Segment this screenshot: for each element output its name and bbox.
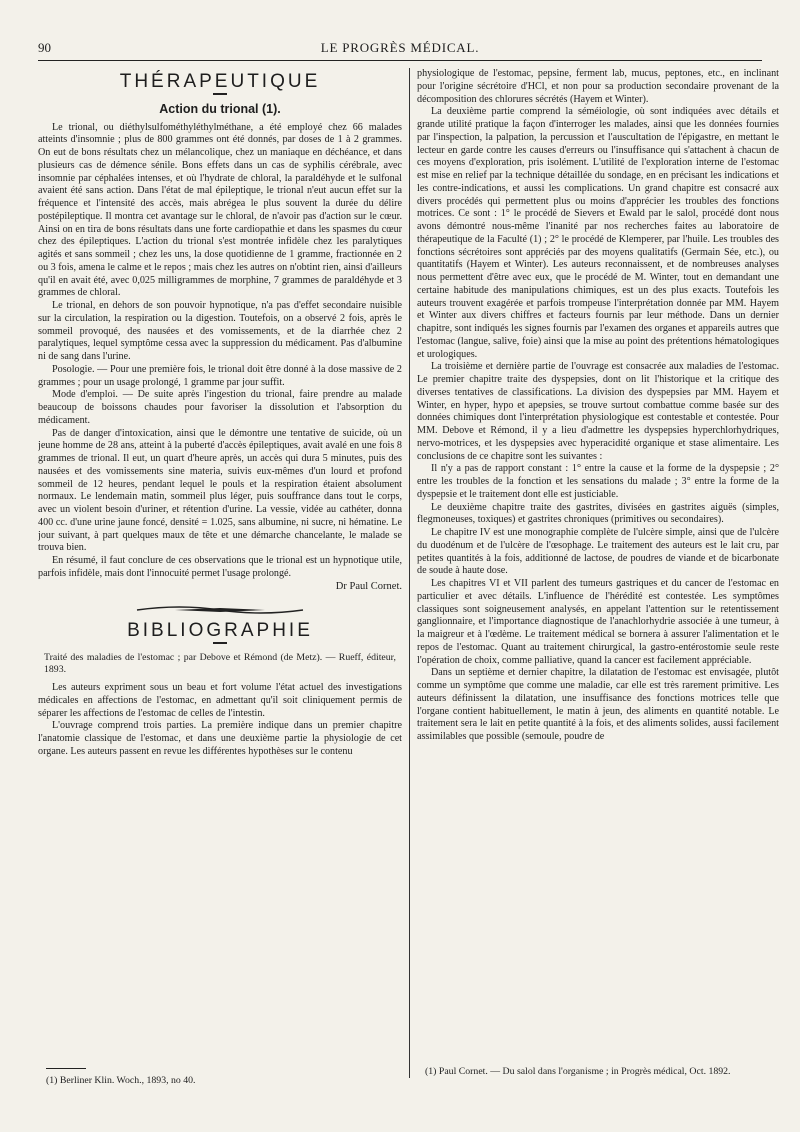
page-number: 90 [38, 40, 51, 55]
footnote-right: (1) Paul Cornet. — Du salol dans l'organisme ; in Progrès médical, Oct. 1892. [425, 1066, 731, 1077]
paragraph: Les chapitres VI et VII parlent des tumeurs gastriques et du cancer de l'estomac en particulier et avec détails. L'influence de l'hérédité est contestée. Les symptômes classiques sont soigneusement analysés, en appelant l'attention sur le retentissement ganglionnaire, et l'importance diagnostique de l'anachlorhydrie associée à une tumeur, à la maigreur et à l'œdème. Le traitement médical se bornera à assurer l'alimentation et le repos de l'estomac. Quant au traitement chirurgical, la gastro-entérostomie seule reste l'opération de choix, comme palliative, quand la cancer est facilement appréciable. [417, 578, 779, 666]
paragraph: La troisième et dernière partie de l'ouvrage est consacrée aux maladies de l'estomac. Le premier chapitre traite des dyspepsies, dont on lit l'historique et la critique des diverses tentatives de classifications. La division des dyspepsies par MM. Hayem et Winter, en hyper, hypo et apepsies, se trouve surtout combattue comme basée sur des données chimiques dont l'interprétation physiologique est contestable et contestée. Pour MM. Debove et Rémond, il y a lieu d'admettre les dyspepsies hyperchlorhydriques, nervo-motrices, et les dyspepsies avec hyperacidité organique et stase alimentaire. Les conclusions de ce chapitre sont les suivantes : [417, 361, 779, 462]
journal-title: LE PROGRÈS MÉDICAL. [320, 40, 480, 55]
paragraph: En résumé, il faut conclure de ces observations que le trional est un hypnotique utile, parfois infidèle, mais dont l'innocuité permet l'usage prolongé. [38, 555, 402, 579]
title-dash [213, 93, 227, 95]
book-title: Traité des maladies de l'estomac ; par Debove et Rémond (de Metz). — Rueff, éditeur, 1893. [44, 652, 396, 675]
paragraph: Il n'y a pas de rapport constant : 1° entre la cause et la forme de la dyspepsie ; 2° entre les troubles de la fonction et les sensations du malade ; 3° entre la forme de la dyspepsie et le traitement dont elle est justiciable. [417, 463, 779, 500]
left-column [38, 68, 402, 1068]
footnote-rule-left [46, 1068, 86, 1069]
paragraph: Mode d'emploi. — De suite après l'ingestion du trional, faire prendre au malade beaucoup de boissons chaudes pour favoriser la dissolution et l'absorption du médicament. [38, 389, 402, 426]
paragraph: physiologique de l'estomac, pepsine, ferment lab, mucus, peptones, etc., en inclinant pour l'origine sécrétoire d'HCl, et non pour sa production secondaire provenant de la décomposition des chlorures sécrétés (Hayem et Winter). [417, 68, 779, 105]
paragraph: Les auteurs expriment sous un beau et fort volume l'état actuel des investigations médicales en affections de l'estomac, en admettant qu'il soit cliniquement permis de séparer les affections de l'estomac de celles de l'intestin. [38, 682, 402, 719]
signature: Dr Paul Cornet. [335, 580, 402, 592]
paragraph: Le trional, ou diéthylsulfométhyléthylméthane, a été employé chez 66 malades atteints d'insomnie ; plus de 800 grammes ont été donnés, par doses de 1 à 2 grammes. On eut de bons résultats chez un mélancolique, chez un maniaque en déchéance, et dans plusieurs cas de démence sénile. Bons effets dans un cas de syphilis cérébrale, avec insomnie par céphalées intenses, et où l'hydrate de chloral, la paraldéhyde et le sulfonal avaient été sans action. Dans l'état de mal épileptique, le trional n'eut aucun effet sur la fréquence et l'intensité des accès, mais abrégea le plus souvent la durée du délire postépileptique. Il montra cet avantage sur le chloral, de n'avoir pas d'action sur le cœur. Ainsi on en tira de bons résultats dans une forte cardiopathie et dans les spasmes du cœur chez des épileptiques. L'action du trional s'est montrée infidèle chez les paralytiques agités et sans sommeil ; chez les uns, la dose quotidienne de 1 gramme, fractionnée en 2 ou 3 fois, amena le calme et le repos ; mais chez les autres on n'obtint rien, ainsi d'ailleurs qu'il en avait été, avec 0,025 milligrammes de morphine, 7 grammes de paraldéhyde et 3 grammes de chloral. [38, 121, 402, 299]
footnote-left: (1) Berliner Klin. Woch., 1893, no 40. [46, 1075, 196, 1086]
paragraph: Le deuxième chapitre traite des gastrites, divisées en gastrites aiguës (simples, flegmoneuses, toxiques) et gastrites chroniques (primitives ou secondaires). [417, 501, 779, 526]
right-column [417, 68, 779, 1068]
page-header [38, 38, 762, 61]
ornament-divider [135, 603, 305, 617]
paragraph: Posologie. — Pour une première fois, le trional doit être donné à la dose massive de 2 grammes ; pour un usage prolongé, 1 gramme par jour suffit. [38, 363, 402, 388]
paragraph: Le chapitre IV est une monographie complète de l'ulcère simple, ainsi que de l'ulcère du duodénum et de l'ulcère de l'œsophage. Le traitement des auteurs est le lait cru, par petites quantités à la fois, additionné de lactose, de poudres de viande et de bicarbonate de soude à haute dose. [417, 527, 779, 577]
title-dash [213, 642, 227, 644]
section-title-bibliographie: BIBLIOGRAPHIE [127, 620, 313, 642]
section-title-therapeutique: THÉRAPEUTIQUE [119, 71, 321, 92]
paragraph: Dans un septième et dernier chapitre, la dilatation de l'estomac est envisagée, plutôt comme un symptôme que comme une maladie, car elle est très rarement primitive. Les auteurs définissent la dilatation, une insuffisance des fonctions motrices telle que l'organe contient habituellement, le matin à jeun, des aliments en quantité notable. Le traitement sera le lait en petite quantité à la fois, et des aliments solides, aussi facilement assimilables que possible (semoule, poudre de [417, 667, 779, 742]
column-rule [409, 68, 410, 1078]
paragraph: Le trional, en dehors de son pouvoir hypnotique, n'a pas d'effet secondaire nuisible sur la circulation, la respiration ou la digestion. Toutefois, on a observé 2 fois, après le sommeil provoqué, des nausées et des vomissements, et de la diarrhée chez 2 paralytiques, lequel symptôme cessa avec la suppression du médicament. Pas d'albumine ni de sang dans l'urine. [38, 300, 402, 362]
article-title: Action du trional (1). [159, 101, 281, 116]
paragraph: Pas de danger d'intoxication, ainsi que le démontre une tentative de suicide, où un jeune homme de 28 ans, atteint à la puberté d'accès épileptiques, avait avalé en une fois 8 grammes de trional. Il eut, un quart d'heure après, un accès qui dura 5 minutes, puis des nausées et des vomissements sine materia, suivis eux-mêmes d'un lourd et profond sommeil de 12 heures, pendant lequel le pouls et la respiration étaient absolument normaux. Le lendemain matin, sommeil plus léger, puis souffrance dans tout le corps, avec un violent besoin d'uriner, et rétention d'urine. La vessie, vidée au cathéter, donna 400 cc. d'une urine jaune foncé, densité = 1.025, sans albumine, ni sucre, ni hématine. Le jour suivant, à part quelques maux de tête et une démarche chancelante, le malade se trouva bien. [38, 427, 402, 554]
paragraph: La deuxième partie comprend la séméiologie, où sont indiquées avec détails et grande utilité pratique la façon d'interroger les malades, ainsi que les données fournies par l'inspection, la palpation, la percussion et l'auscultation de l'épigastre, en mettant le lecteur en garde contre les causes d'erreurs ou l'insuffisance qui s'attachent à chacun de ces moyens d'exploration, pris isolément. L'utilité de l'exploration interne de l'estomac est mise en relief par la technique détaillée du sondage, en en précisant les indications et les contre-indications, et aussi les complications. Un grand chapitre est consacré aux divers procédés qui permettent plus ou moins d'apprécier les troubles des fonctions motrices. Ce sont : 1° le procédé de Sievers et Ewald par le salol, procédé dont nous avons démontré nous-même l'inanité par nos recherches faites au laboratoire de thérapeutique de la Faculté (1) ; 2° le procédé de Klemperer, par l'huile. Les troubles des fonctions sécrétoires sont appréciés par des moyens qualitatifs (Germain Sée, etc.), ou quantitatifs (Hayem et Winter). Les auteurs reconnaissent, et de nombreuses analyses nous permettent d'être avec eux, que le procédé de M. Winter, tout en demandant une certaine habitude des manipulations chimiques, est un des plus exacts. Toutefois les auteurs trouvent exagérée et parfois trompeuse l'interprétation donnée par MM. Hayem et Winter aux divers chiffres et facteurs fournis par leur méthode. Dans un dernier chapitre, sont indiqués les signes fournis par l'examen des organes et appareils autres que l'estomac (langue, salive, foie) ainsi que la mise au point des prétentions hématologiques et urologiques. [417, 106, 779, 360]
paragraph: L'ouvrage comprend trois parties. La première indique dans un premier chapitre l'anatomie classique de l'estomac, et dans une deuxième partie la physiologie de cet organe. Les auteurs passent en revue les différentes hypothèses sur le contenu [38, 720, 402, 757]
